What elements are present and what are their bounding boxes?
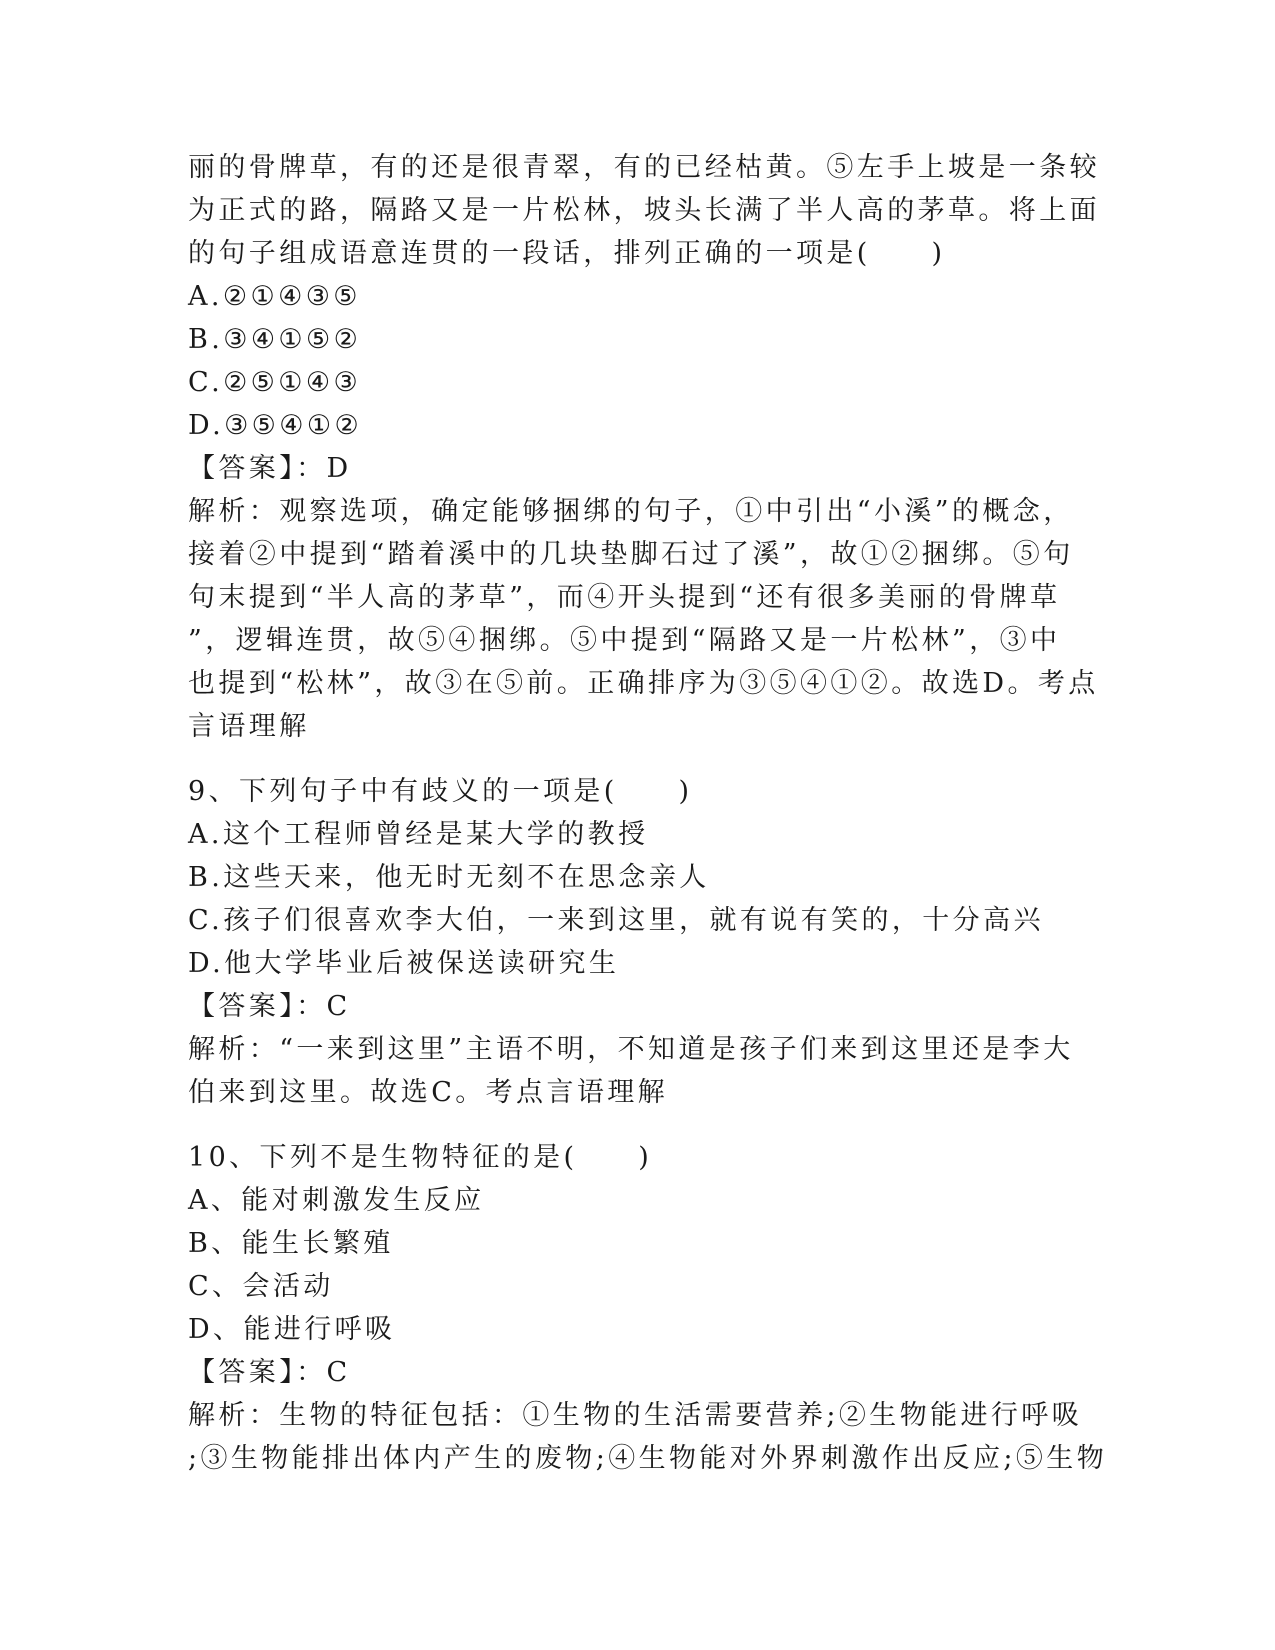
analysis-line: 解析：“一来到这里”主语不明，不知道是孩子们来到这里还是李大	[188, 1034, 1074, 1065]
option-b: B、能生长繁殖	[188, 1228, 394, 1259]
option-a: A、能对刺激发生反应	[188, 1185, 485, 1216]
option-a: A.②①④③⑤	[188, 281, 361, 312]
question-stem-line: 为正式的路，隔路又是一片松林，坡头长满了半人高的茅草。将上面	[188, 195, 1100, 226]
document-page	[188, 146, 1108, 1480]
analysis-line: 解析：观察选项，确定能够捆绑的句子，①中引出“小溪”的概念，	[188, 496, 1074, 527]
question-spacer	[188, 748, 1088, 770]
question-8	[188, 146, 1100, 748]
question-9	[188, 770, 1088, 1114]
option-c: C.孩子们很喜欢李大伯，一来到这里，就有说有笑的，十分高兴	[188, 905, 1044, 936]
question-stem-line: 的句子组成语意连贯的一段话，排列正确的一项是( )	[188, 238, 946, 269]
question-stem-line: 丽的骨牌草，有的还是很青翠，有的已经枯黄。⑤左手上坡是一条较	[188, 152, 1100, 183]
answer-line: 【答案】：D	[188, 453, 352, 484]
question-10	[188, 1136, 1108, 1480]
analysis-line: 解析：生物的特征包括：①生物的生活需要营养;②生物能进行呼吸	[188, 1400, 1083, 1431]
question-stem-line: 9、下列句子中有歧义的一项是( )	[188, 776, 693, 807]
answer-line: 【答案】：C	[188, 1357, 351, 1388]
option-b: B.③④①⑤②	[188, 324, 362, 355]
option-d: D.他大学毕业后被保送读研究生	[188, 948, 620, 979]
analysis-line: 言语理解	[188, 711, 310, 742]
analysis-line: ;③生物能排出体内产生的废物;④生物能对外界刺激作出反应;⑤生物	[188, 1443, 1108, 1474]
analysis-line: 伯来到这里。故选C。考点言语理解	[188, 1077, 669, 1108]
option-a: A.这个工程师曾经是某大学的教授	[188, 819, 649, 850]
option-d: D.③⑤④①②	[188, 410, 363, 441]
answer-line: 【答案】：C	[188, 991, 351, 1022]
analysis-line: ”，逻辑连贯，故⑤④捆绑。⑤中提到“隔路又是一片松林”，③中	[188, 625, 1061, 656]
option-c: C、会活动	[188, 1271, 334, 1302]
question-spacer	[188, 1114, 1088, 1136]
analysis-line: 句末提到“半人高的茅草”，而④开头提到“还有很多美丽的骨牌草	[188, 582, 1061, 613]
analysis-line: 也提到“松林”，故③在⑤前。正确排序为③⑤④①②。故选D。考点	[188, 668, 1099, 699]
analysis-line: 接着②中提到“踏着溪中的几块垫脚石过了溪”，故①②捆绑。⑤句	[188, 539, 1074, 570]
option-d: D、能进行呼吸	[188, 1314, 396, 1345]
option-c: C.②⑤①④③	[188, 367, 362, 398]
question-stem-line: 10、下列不是生物特征的是( )	[188, 1142, 653, 1173]
option-b: B.这些天来，他无时无刻不在思念亲人	[188, 862, 710, 893]
